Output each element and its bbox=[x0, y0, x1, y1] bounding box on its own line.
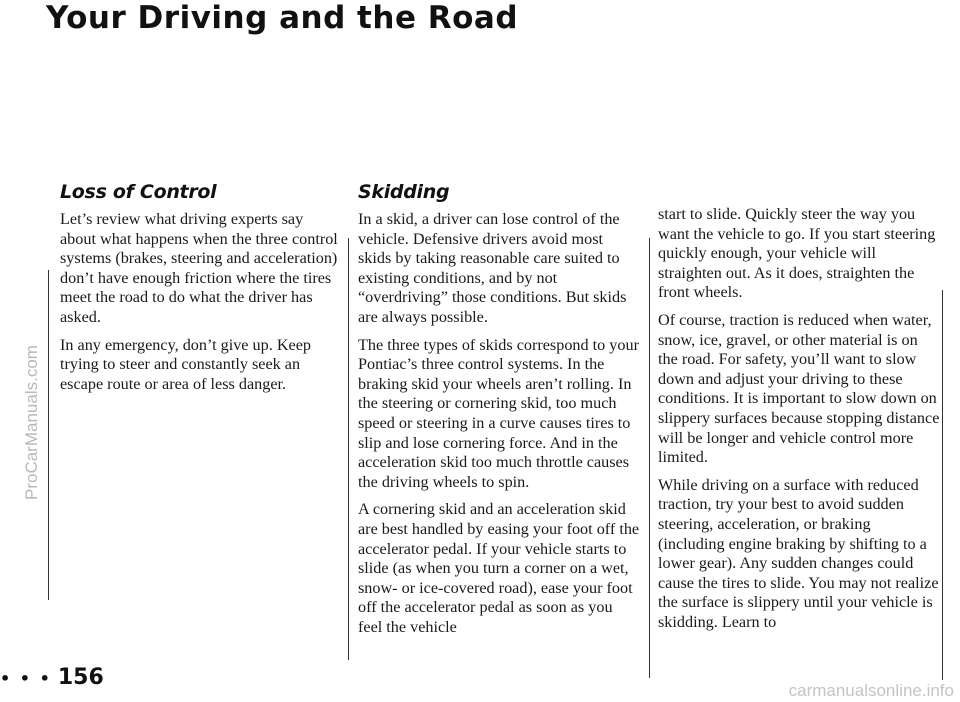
page-number-value: 156 bbox=[57, 665, 104, 690]
paragraph: A cornering skid and an acceleration skid are best handled by easing your foot off the accelerator pedal. If your vehicle starts to slide (as when you turn a corner on a wet, snow- or ice-covered road), ease your foot off the accelerator pedal as soon as you feel the vehicle bbox=[358, 500, 640, 636]
paragraph: While driving on a surface with reduced traction, try your best to avoid sudden steering, acceleration, or braking (including engine braking by shifting to a lower gear). Any sudden changes could cause the tires to slide. You may not realize the surface is slippery until your vehicle is skidding. Learn to bbox=[658, 475, 939, 631]
paragraph: In any emergency, don’t give up. Keep trying to steer and constantly seek an escape route or area of less danger. bbox=[60, 335, 311, 393]
paragraph: Of course, traction is reduced when water, snow, ice, gravel, or other material is on the road. For safety, you’ll want to slow down and adjust your driving to these conditions. It is important to slow down on slippery surfaces because stopping distance will be longer and vehicle control more limited. bbox=[658, 310, 940, 467]
skidding-column bbox=[358, 180, 640, 645]
loss-of-control-column bbox=[60, 180, 338, 402]
paragraph: start to slide. Quickly steer the way you want the vehicle to go. If you start steering quickly enough, your vehicle will straighten out. As it does, straighten the front wheels. bbox=[658, 205, 936, 302]
side-watermark: ProCarManuals.com bbox=[22, 345, 41, 500]
column-divider bbox=[942, 290, 943, 680]
bottom-watermark: carmanualsonline.info bbox=[788, 681, 954, 700]
page-dots: • • • bbox=[0, 668, 52, 688]
section-heading-loss-of-control: Loss of Control bbox=[60, 181, 217, 203]
column-divider bbox=[348, 238, 349, 660]
paragraph: The three types of skids correspond to your Pontiac’s three control systems. In the braking skid your wheels aren’t rolling. In the steering or cornering skid, too much speed or steering in a curve causes tires to slip and lose cornering force. And in the acceleration skid too much throttle causes the driving wheels to spin. bbox=[358, 335, 639, 491]
page-number bbox=[0, 665, 104, 690]
column-divider bbox=[48, 270, 49, 600]
section-heading-skidding: Skidding bbox=[358, 181, 450, 203]
page-title: Your Driving and the Road bbox=[46, 0, 519, 36]
paragraph: In a skid, a driver can lose control of the vehicle. Defensive drivers avoid most skids by taking reasonable care suited to existing conditions, and by not “overdriving” those conditions. But skids are always possible. bbox=[358, 210, 627, 326]
paragraph: Let’s review what driving experts say about what happens when the three control systems (brakes, steering and acceleration) don’t have enough friction where the tires meet the road to do what the driver has asked. bbox=[60, 210, 338, 326]
continuation-column bbox=[658, 205, 940, 640]
column-divider bbox=[649, 238, 650, 678]
